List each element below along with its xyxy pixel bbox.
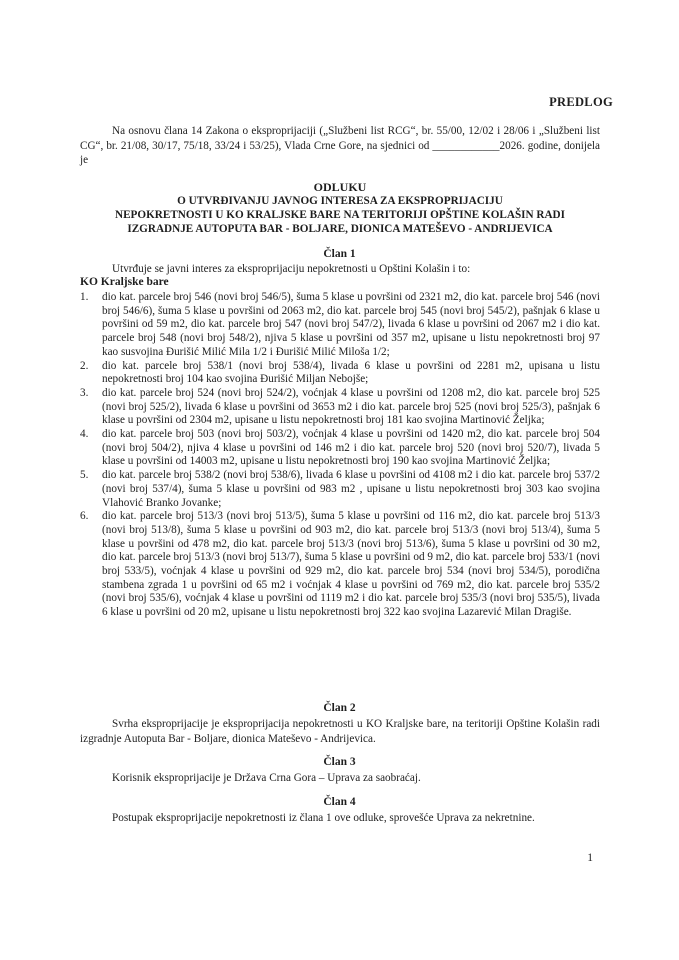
decision-title bbox=[60, 180, 620, 236]
predlog-label: PREDLOG bbox=[549, 95, 613, 109]
title-line-3: NEPOKRETNOSTI U KO KRALJSKE BARE NA TERITORIJI OPŠTINE KOLAŠIN RADI bbox=[115, 209, 565, 221]
ko-heading: KO Kraljske bare bbox=[80, 276, 169, 288]
article-1-text: Utvrđuje se javni interes za eksproprijaciju nepokretnosti u Opštini Kolašin i to: bbox=[112, 263, 471, 275]
parcel-list bbox=[80, 291, 600, 620]
article-4-heading: Član 4 bbox=[323, 796, 356, 808]
article-2-text: Svrha eksproprijacije je eksproprijacija nepokretnosti u KO Kraljske bare, na teritoriji Opštine Kolašin radi izgradnje Autoputa Bar - Boljare, dionica Mateševo - Andrijevica. bbox=[80, 718, 600, 745]
list-item: 4. dio kat. parcele broj 503 (novi broj 503/2), voćnjak 4 klase u površini od 1420 m2, dio kat. parcele broj 504 (novi broj 504/2), njiva 4 klase u površini od 146 m2 i dio kat. parcele broj 520 (novi broj 520/7), livada 5 klase u površini od 14003 m2, upisane u listu nepokretnosti broj 190 kao svojina Martinović Željka; bbox=[80, 428, 600, 468]
intro-paragraph: Na osnovu člana 14 Zakona o eksproprijaciji („Službeni list RCG“, br. 55/00, 12/02 i 28/06 i „Službeni list CG“, br. 21/08, 30/17, 75/18, 33/24 i 53/25), Vlada Crne Gore, na sjednici od ____________2026. godine, donijela je bbox=[80, 125, 600, 167]
title-line-1: ODLUKU bbox=[313, 180, 367, 194]
page-number: 1 bbox=[587, 852, 593, 864]
list-item: 3. dio kat. parcele broj 524 (novi broj 524/2), voćnjak 4 klase u površini od 1208 m2, dio kat. parcele broj 525 (novi broj 525/2), livada 6 klase u površini od 3653 m2 i dio kat. parcele broj 525 (novi broj 525/3), pašnjak 6 klase u površini od 2304 m2, upisane u listu nepokretnosti broj 181 kao svojina Martinović Željka; bbox=[80, 386, 600, 427]
list-item: 2. dio kat. parcele broj 538/1 (novi broj 538/4), livada 6 klase u površini od 2281 m2, upisana u listu nepokretnosti broj 104 kao svojina Đurišić Miljan Nebojše; bbox=[80, 359, 600, 386]
title-line-2: O UTVRĐIVANJU JAVNOG INTERESA ZA EKSPROPRIJACIJU bbox=[177, 195, 503, 207]
title-line-4: IZGRADNJE AUTOPUTA BAR - BOLJARE, DIONICA MATEŠEVO - ANDRIJEVICA bbox=[127, 223, 553, 235]
article-3-text: Korisnik eksproprijacije je Država Crna Gora – Uprava za saobraćaj. bbox=[112, 772, 421, 784]
article-3-heading: Član 3 bbox=[323, 756, 356, 768]
list-item: 1. dio kat. parcele broj 546 (novi broj 546/5), šuma 5 klase u površini od 2321 m2, dio kat. parcele broj 546 (novi broj 546/6), šuma 5 klase u površini od 2063 m2, dio kat. parcele broj 545 (novi broj 545/2), pašnjak 6 klase u površini od 59 m2, dio kat. parcele broj 547 (novi broj 547/2), livada 6 klase u površini od 2067 m2 i dio kat. parcele broj 548 (novi broj 548/2), njiva 5 klase u površini od 357 m2, upisane u listu nepokretnosti broj 97 kao susvojina Đurišić Milić Mila 1/2 i Đurišić Milić Miloša 1/2; bbox=[80, 291, 600, 358]
list-item: 5. dio kat. parcele broj 538/2 (novi broj 538/6), livada 6 klase u površini od 4108 m2 i dio kat. parcele broj 537/2 (novi broj 537/4), šuma 5 klase u površini od 983 m2 , upisane u listu nepokretnosti broj 303 kao svojina Vlahović Branko Jovanke; bbox=[80, 469, 600, 509]
article-1-heading: Član 1 bbox=[323, 248, 356, 260]
article-2-heading: Član 2 bbox=[323, 702, 356, 714]
article-4-text: Postupak eksproprijacije nepokretnosti iz člana 1 ove odluke, sprovešće Uprava za nekretnine. bbox=[112, 812, 535, 824]
list-item: 6. dio kat. parcele broj 513/3 (novi broj 513/5), šuma 5 klase u površini od 116 m2, dio kat. parcele broj 513/3 (novi broj 513/8), šuma 5 klase u površini od 903 m2, dio kat. parcele broj 513/3 (novi broj 513/4), šuma 5 klase u površini od 478 m2, dio kat. parcele broj 513/3 (novi broj 513/6), šuma 5 klase u površini od 30 m2, dio kat. parcele broj 513/3 (novi broj 513/7), šuma 5 klase u površini od 9 m2, dio kat. parcele broj 533/1 (novi broj 533/5), voćnjak 4 klase u površini od 929 m2, dio kat. parcele broj 534 (novi broj 534/5), porodična stambena zgrada 1 u površini od 65 m2 i voćnjak 4 klase u površini od 769 m2, dio kat. parcele broj 535/2 (novi broj 535/6), voćnjak 4 klase u površini od 1119 m2 i dio kat. parcele broj 535/3 (novi broj 535/5), livada 6 klase u površini od 20 m2, upisane u listu nepokretnosti broj 322 kao svojina Lazarević Milan Dragiše. bbox=[80, 510, 600, 619]
